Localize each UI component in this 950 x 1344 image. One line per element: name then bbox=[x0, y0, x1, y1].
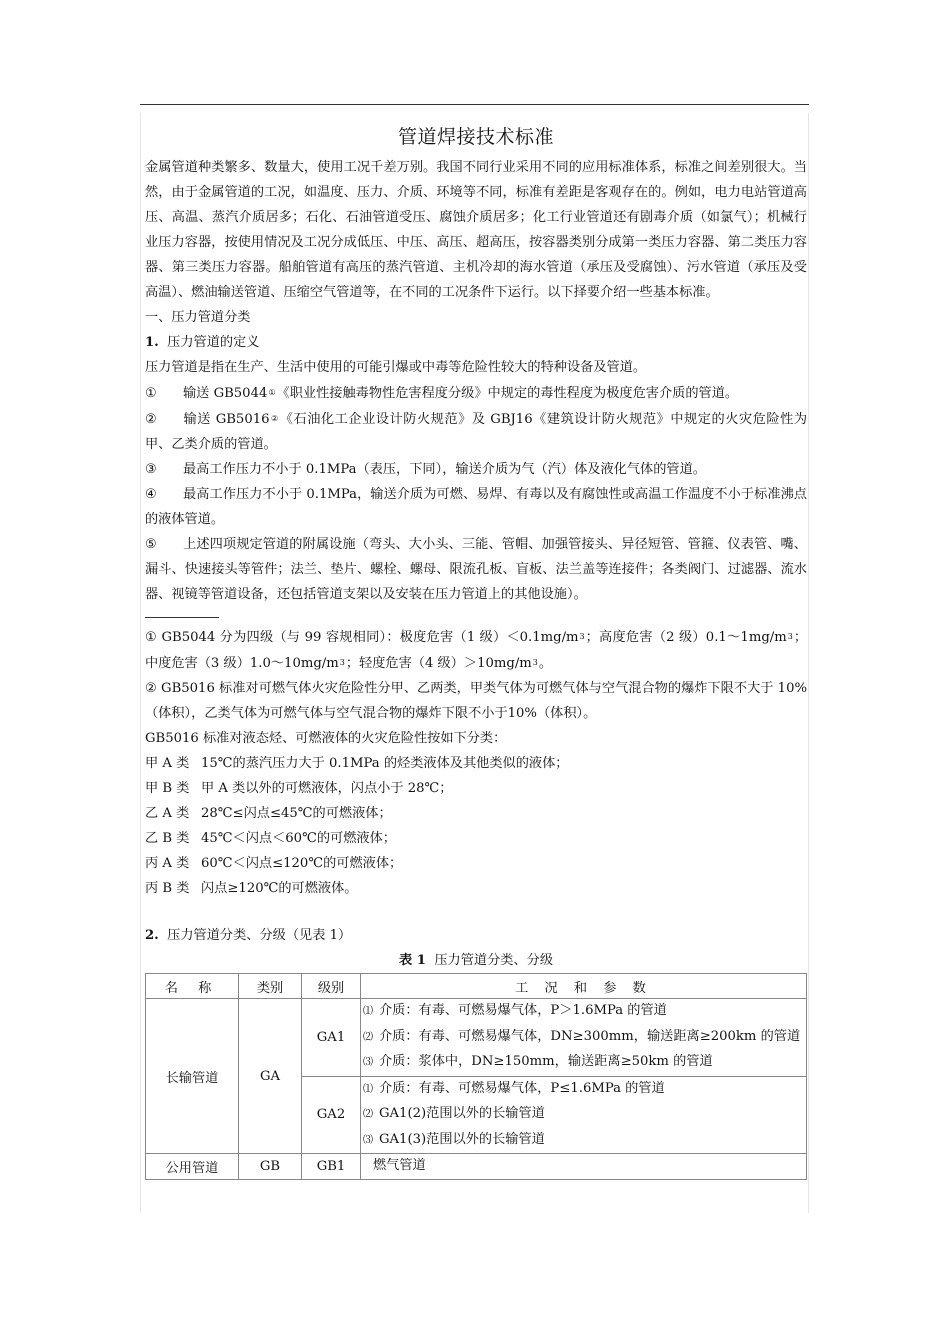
superscript: 3 bbox=[579, 632, 585, 641]
list-text: 《职业性接触毒物性危害程度分级》中规定的毒性程度为极度危害介质的管道。 bbox=[276, 386, 739, 401]
class-text: 60℃＜闪点≤120℃的可燃液体； bbox=[201, 856, 403, 871]
cell-grade: GB1 bbox=[302, 1154, 361, 1180]
header-conditions: 工 况 和 参 数 bbox=[361, 974, 807, 999]
superscript: 3 bbox=[532, 658, 538, 667]
list-text: 输送 GB5044 bbox=[183, 386, 268, 401]
section-heading: 一、压力管道分类 bbox=[145, 310, 251, 325]
footnote-text: ；轻度危害（4 级）＞10mg/m bbox=[345, 656, 532, 671]
cell-conditions bbox=[361, 1154, 807, 1180]
class-text: 45℃＜闪点＜60℃的可燃液体； bbox=[201, 831, 396, 846]
class-row bbox=[145, 776, 807, 801]
document-body bbox=[145, 118, 807, 1180]
class-text: 闪点≥120℃的可燃液体。 bbox=[201, 881, 358, 896]
definition-paragraph: 压力管道是指在生产、生活中使用的可能引爆或中毒等危险性较大的特种设备及管道。 bbox=[145, 360, 647, 375]
condition-text: 介质：有毒、可燃易爆气体，P≤1.6MPa 的管道 bbox=[379, 1080, 665, 1096]
condition-number: ⑵ bbox=[363, 1109, 373, 1120]
table-header-row bbox=[146, 974, 807, 999]
subsection-text: 压力管道的定义 bbox=[167, 335, 260, 350]
condition-line bbox=[361, 1050, 806, 1076]
superscript: 3 bbox=[787, 632, 793, 641]
condition-text: GA1(2)范围以外的长输管道 bbox=[379, 1106, 545, 1121]
class-label: 乙 B 类 bbox=[145, 831, 190, 846]
list-item bbox=[145, 532, 807, 607]
list-text: 《石油化工企业设计防火规范》及 GBJ16《建筑设计防火规范》中规定的火灾危险性为甲、乙类介质的管道。 bbox=[145, 412, 808, 452]
cell-conditions bbox=[361, 999, 807, 1077]
footnote-2: ② GB5016 标准对可燃气体火灾危险性分甲、乙两类，甲类气体为可燃气体与空气混合物的爆炸下限不大于 10%（体积），乙类气体为可燃气体与空气混合物的爆炸下限不小于10%（体积）。 bbox=[145, 681, 807, 721]
footnote-text: ；中度危害（3 级）1.0～10mg/m bbox=[145, 630, 807, 671]
table-row bbox=[146, 999, 807, 1077]
condition-number: ⑴ bbox=[363, 1083, 373, 1095]
table-row bbox=[146, 1154, 807, 1180]
condition-text: 介质：有毒、可燃易爆气体，P＞1.6MPa 的管道 bbox=[379, 1003, 667, 1018]
cell-name: 长输管道 bbox=[146, 999, 239, 1154]
list-marker: ② bbox=[145, 412, 157, 427]
list-text: 最高工作压力不小于 0.1MPa，输送介质为可燃、易焊、有毒以及有腐蚀性或高温工作温度不小于标准沸点的液体管道。 bbox=[145, 487, 807, 527]
cell-category: GB bbox=[239, 1154, 302, 1180]
class-row bbox=[145, 751, 807, 776]
footnote-ref: ① bbox=[268, 388, 276, 397]
class-text: 28℃≤闪点≤45℃的可燃液体； bbox=[201, 806, 392, 821]
header-rule bbox=[140, 104, 809, 105]
header-category: 类别 bbox=[239, 974, 302, 999]
caption-text: 压力管道分类、分级 bbox=[434, 953, 554, 968]
list-item bbox=[145, 482, 807, 532]
list-text: 上述四项规定管道的附属设施（弯头、大小头、三能、管帽、加强管接头、异径短管、管箍、仪表管、嘴、漏斗、快速接头等管件；法兰、垫片、螺栓、螺母、限流孔板、盲板、法兰盖等连接件；各类阀门、过滤器、流水器、视镜等管道设备，还包括管道支架以及安装在压力管道上的其他设施）。 bbox=[145, 537, 807, 602]
subsection-text: 压力管道分类、分级（见表 1） bbox=[167, 928, 352, 943]
class-label: 丙 A 类 bbox=[145, 856, 190, 871]
condition-text: 燃气管道 bbox=[373, 1158, 426, 1173]
class-label: 甲 A 类 bbox=[145, 756, 190, 771]
condition-line bbox=[361, 1128, 806, 1154]
condition-number: ⑵ bbox=[363, 1031, 373, 1043]
class-label: 丙 B 类 bbox=[145, 881, 190, 896]
class-label: 乙 A 类 bbox=[145, 806, 190, 821]
subsection-number: 2. bbox=[145, 928, 159, 943]
subsection-heading bbox=[145, 923, 807, 948]
cell-grade: GA1 bbox=[302, 999, 361, 1077]
condition-text: GA1(3)范围以外的长输管道 bbox=[379, 1131, 545, 1147]
intro-paragraph: 金属管道种类繁多、数量大，使用工况千差万别。我国不同行业采用不同的应用标准体系，标准之间差别很大。当然，由于金属管道的工况，如温度、压力、介质、环境等不同，标准有差距是客观存在的。例如，电力电站管道高压、高温、蒸汽介质居多；石化、石油管道受压、腐蚀介质居多；化工行业管道还有剧毒介质（如氯气）；机械行业压力容器，按使用情况及工况分成低压、中压、高压、超高压，按容器类别分成第一类压力容器、第二类压力容器、第三类压力容器。船舶管道有高压的蒸汽管道、主机冷却的海水管道（承压及受腐蚀）、污水管道（承压及受高温）、燃油输送管道、压缩空气管道等，在不同的工况条件下运行。以下择要介绍一些基本标准。 bbox=[145, 160, 807, 300]
condition-number: ⑶ bbox=[363, 1057, 373, 1068]
class-row bbox=[145, 851, 807, 876]
pipe-classification-table bbox=[145, 973, 807, 1180]
list-marker: ④ bbox=[145, 487, 157, 502]
condition-number: ⑴ bbox=[363, 1006, 373, 1017]
header-name: 名 称 bbox=[146, 974, 239, 999]
cell-category: GA bbox=[239, 999, 302, 1154]
subsection-heading bbox=[145, 330, 807, 355]
condition-line bbox=[361, 1077, 806, 1103]
condition-text: 介质：浆体中，DN≥150mm，输送距离≥50km 的管道 bbox=[379, 1054, 713, 1069]
class-label: 甲 B 类 bbox=[145, 781, 190, 796]
condition-line bbox=[361, 999, 806, 1025]
condition-line bbox=[361, 1102, 806, 1128]
cell-conditions bbox=[361, 1076, 807, 1154]
header-grade: 级别 bbox=[302, 974, 361, 999]
document-title: 管道焊接技术标准 bbox=[397, 126, 554, 148]
condition-text: 介质：有毒、可燃易爆气体，DN≥300mm，输送距离≥200km 的管道 bbox=[379, 1028, 801, 1044]
superscript: 3 bbox=[339, 658, 345, 667]
footnote-text: ；高度危害（2 级）0.1～1mg/m bbox=[585, 630, 787, 645]
list-marker: ③ bbox=[145, 462, 157, 477]
list-marker: ① bbox=[145, 386, 157, 401]
class-text: 15℃的蒸汽压力大于 0.1MPa 的烃类液体及其他类似的液体； bbox=[201, 756, 569, 771]
cell-name: 公用管道 bbox=[146, 1154, 239, 1180]
condition-number: ⑶ bbox=[363, 1134, 373, 1146]
footnote-separator bbox=[145, 617, 219, 618]
class-row bbox=[145, 801, 807, 826]
footnote-1 bbox=[145, 624, 807, 676]
footnote-text: 。 bbox=[538, 656, 553, 671]
footnote-text: ① GB5044 分为四级（与 99 容规相同）：极度危害（1 级）＜0.1mg/m bbox=[145, 630, 579, 645]
list-text: 输送 GB5016 bbox=[183, 412, 270, 427]
class-text: 甲 A 类以外的可燃液体，闪点小于 28℃； bbox=[201, 781, 453, 796]
footnote-ref: ② bbox=[270, 414, 279, 423]
list-text: 最高工作压力不小于 0.1MPa（表压，下同），输送介质为气（汽）体及液化气体的管道。 bbox=[183, 462, 706, 477]
subsection-number: 1. bbox=[145, 335, 159, 350]
list-marker: ⑤ bbox=[145, 537, 157, 552]
cell-grade: GA2 bbox=[302, 1076, 361, 1154]
spacer bbox=[145, 901, 807, 923]
caption-number: 表 1 bbox=[398, 953, 426, 968]
condition-line bbox=[361, 1025, 806, 1051]
class-row bbox=[145, 876, 807, 901]
list-item bbox=[145, 406, 807, 457]
footnote-3: GB5016 标准对液态烃、可燃液体的火灾危险性按如下分类： bbox=[145, 731, 507, 746]
list-item bbox=[145, 457, 807, 482]
list-item bbox=[145, 380, 807, 406]
class-row bbox=[145, 826, 807, 851]
table-caption bbox=[145, 948, 807, 973]
